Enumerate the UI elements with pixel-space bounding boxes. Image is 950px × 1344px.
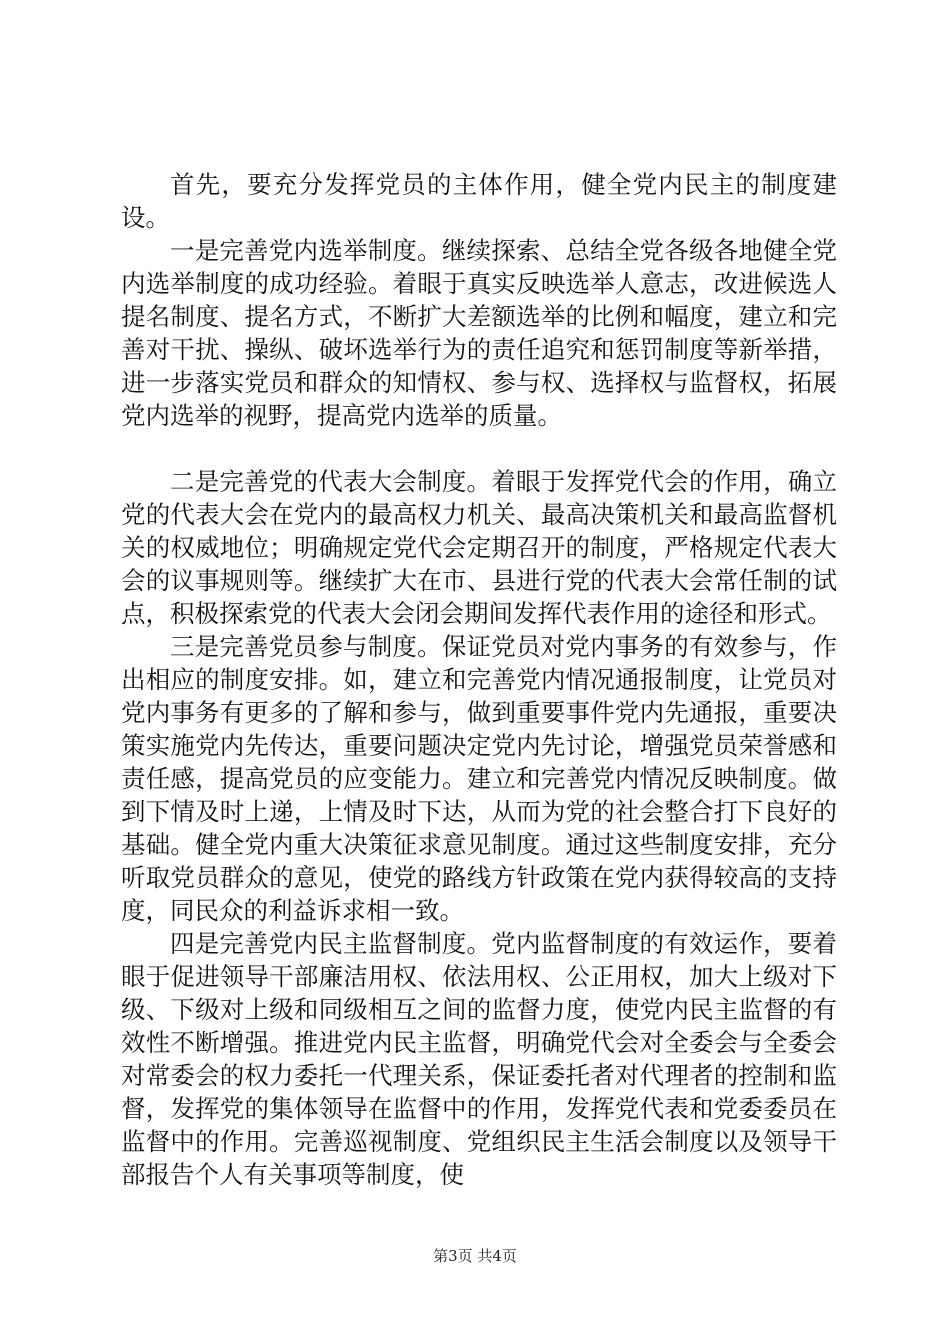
document-body bbox=[121, 168, 837, 1191]
paragraph-participation-system: 三是完善党员参与制度。保证党员对党内事务的有效参与，作出相应的制度安排。如，建立和完善党内情况通报制度，让党员对党内事务有更多的了解和参与，做到重要事件党内先通报，重要决策实施党内先传达，重要问题决定党内先讨论，增强党员荣誉感和责任感，提高党员的应变能力。建立和完善党内情况反映制度。做到下情及时上递，上情及时下达，从而为党的社会整合打下良好的基础。健全党内重大决策征求意见制度。通过这些制度安排，充分听取党员群众的意见，使党的路线方针政策在党内获得较高的支持度，同民众的利益诉求相一致。 bbox=[121, 632, 837, 925]
page-footer: 第3页 共4页 bbox=[433, 1247, 517, 1265]
paragraph-intro: 首先，要充分发挥党员的主体作用，健全党内民主的制度建设。 bbox=[121, 170, 837, 232]
paragraph-election-system: 一是完善党内选举制度。继续探索、总结全党各级各地健全党内选举制度的成功经验。着眼于真实反映选举人意志，改进候选人提名制度、提名方式，不断扩大差额选举的比例和幅度，建立和完善对干扰、操纵、破坏选举行为的责任追究和惩罚制度等新举措，进一步落实党员和群众的知情权、参与权、选择权与监督权，拓展党内选举的视野，提高党内选举的质量。 bbox=[121, 236, 837, 430]
paragraph-supervision-system: 四是完善党内民主监督制度。党内监督制度的有效运作，要着眼于促进领导干部廉洁用权、依法用权、公正用权，加大上级对下级、下级对上级和同级相互之间的监督力度，使党内民主监督的有效性不断增强。推进党内民主监督，明确党代会对全委会与全委会对常委会的权力委托一代理关系，保证委托者对代理者的控制和监督，发挥党的集体领导在监督中的作用，发挥党代表和党委委员在监督中的作用。完善巡视制度、党组织民主生活会制度以及领导干部报告个人有关事项等制度，使 bbox=[121, 929, 837, 1189]
paragraph-congress-system: 二是完善党的代表大会制度。着眼于发挥党代会的作用，确立党的代表大会在党内的最高权力机关、最高决策机关和最高监督机关的权威地位；明确规定党代会定期召开的制度，严格规定代表大会的议事规则等。继续扩大在市、县进行党的代表大会常任制的试点，积极探索党的代表大会闭会期间发挥代表作用的途径和形式。 bbox=[121, 467, 837, 628]
